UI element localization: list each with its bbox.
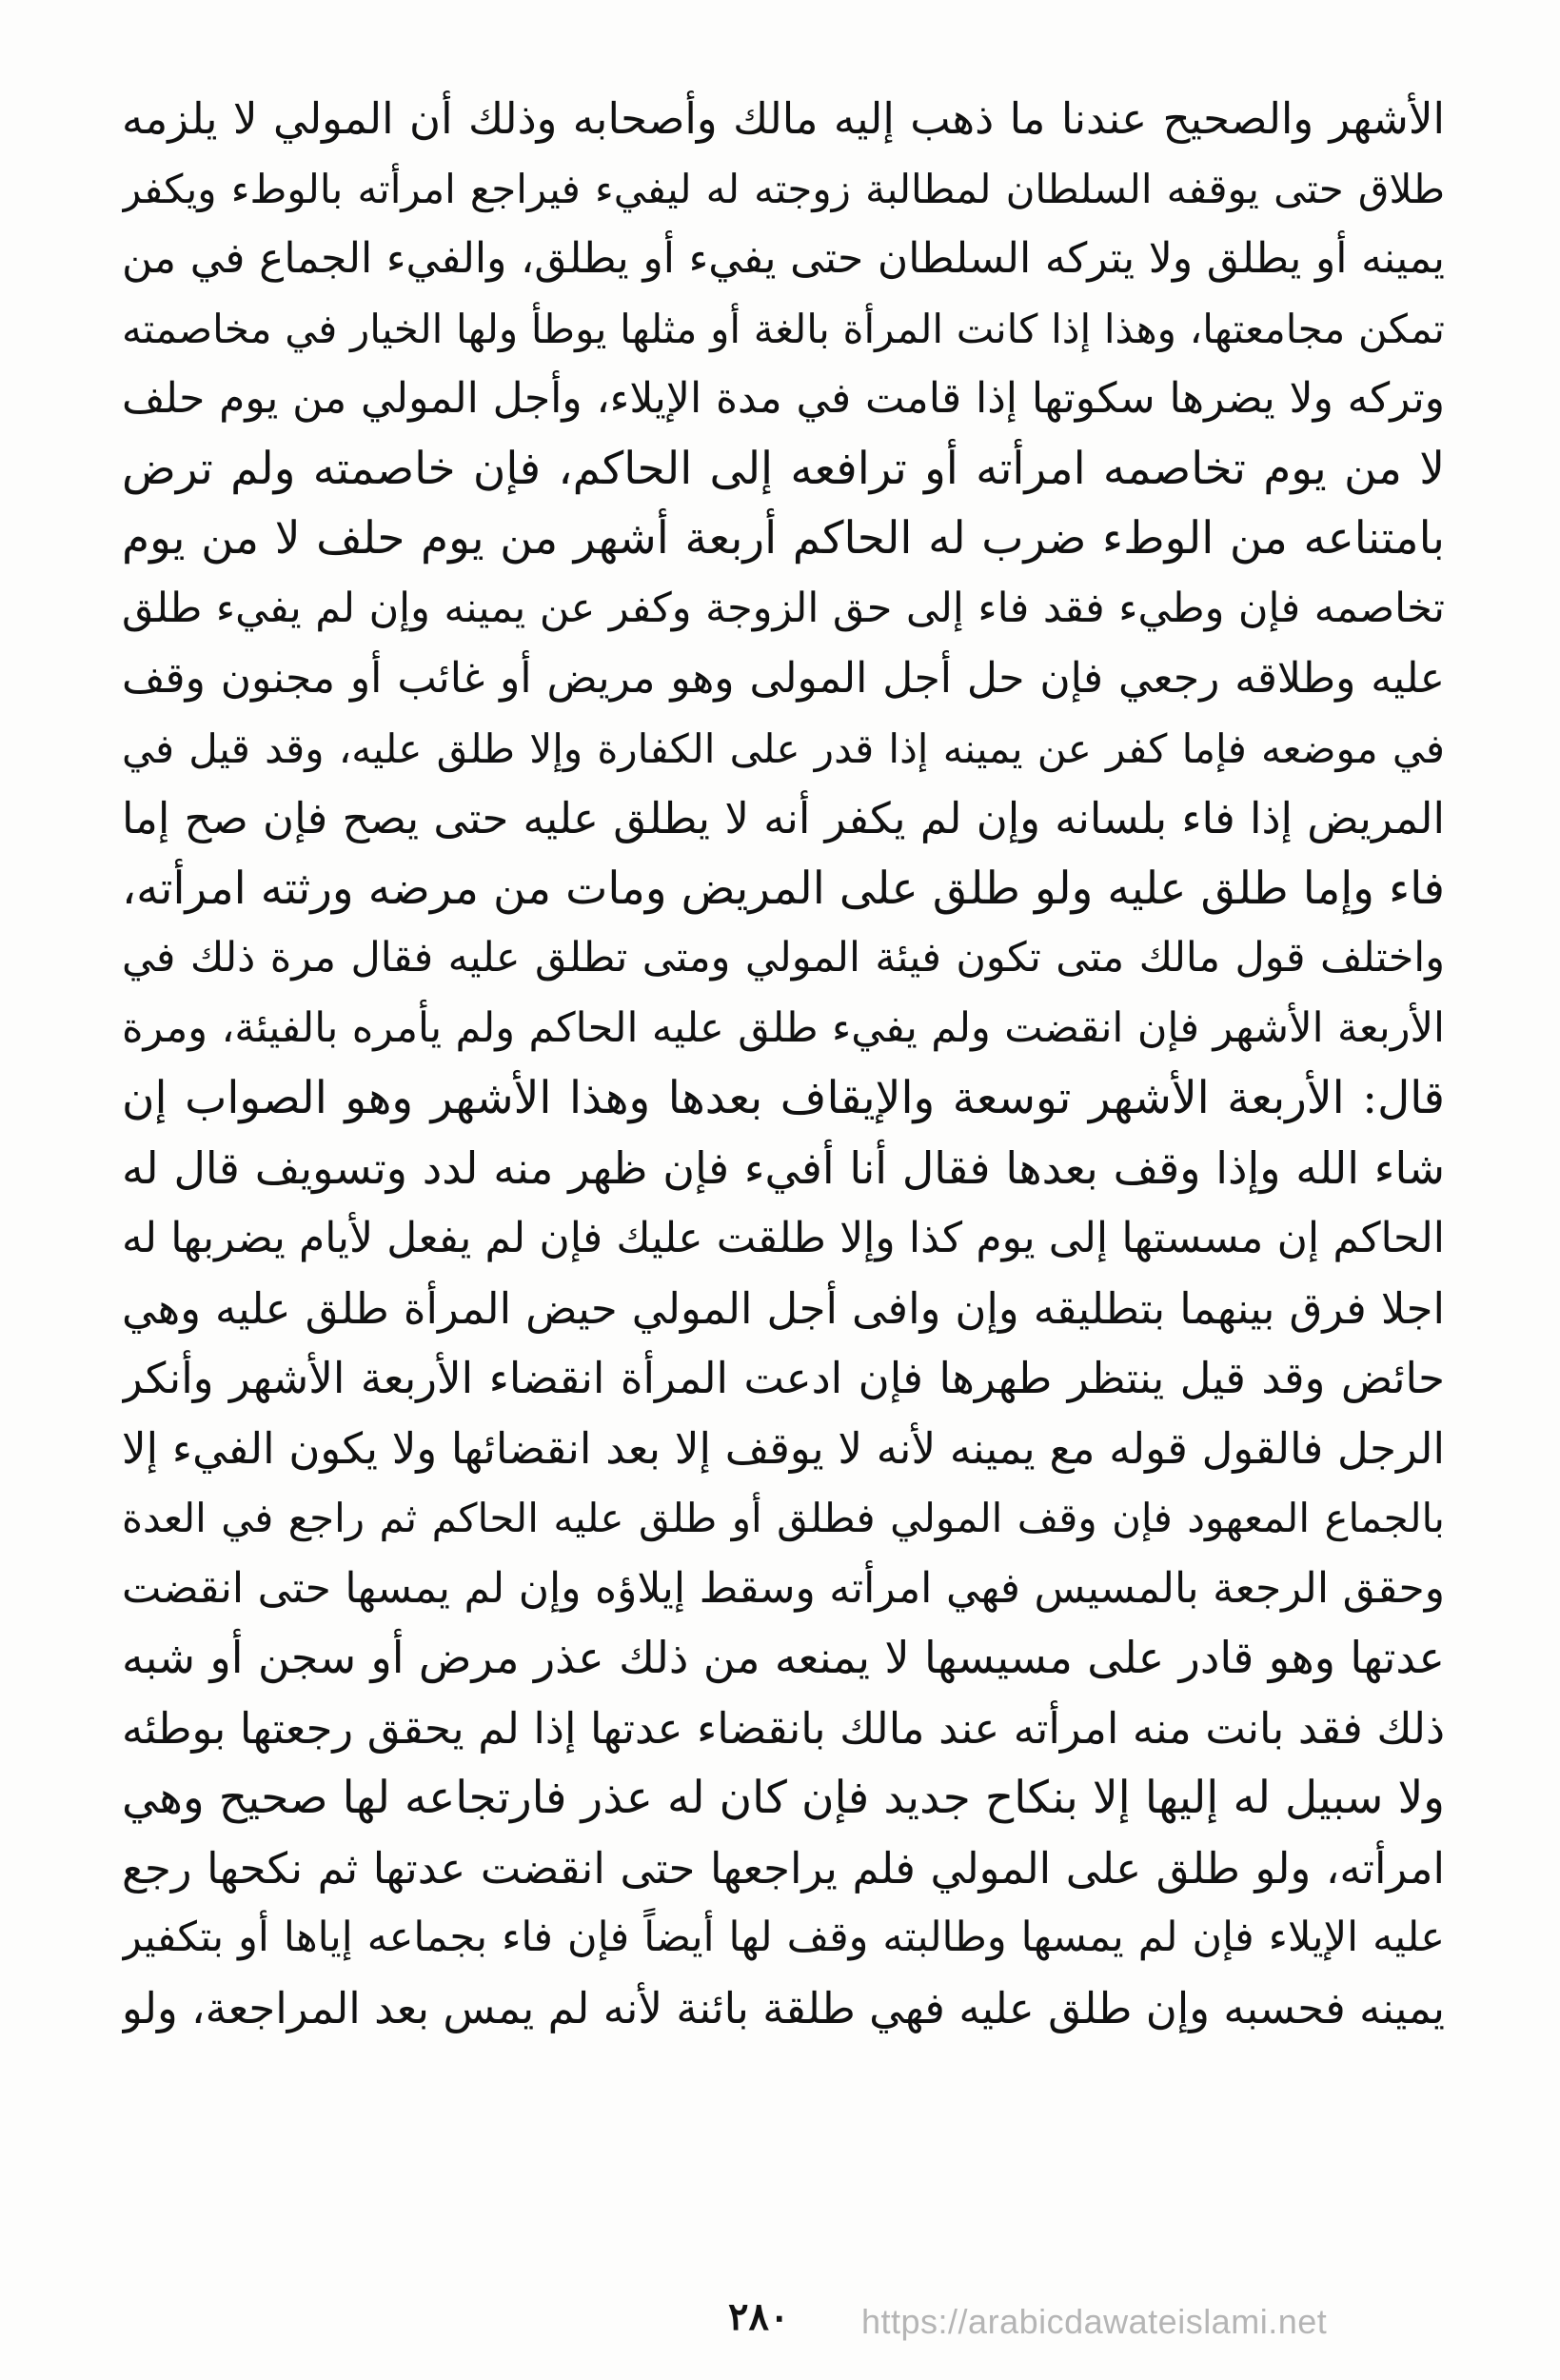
text-line: لا من يوم تخاصمه امرأته أو ترافعه إلى الحاكم، فإن خاصمته ولم ترض: [122, 442, 1445, 495]
page-number: ٢٨٠: [728, 2294, 790, 2339]
text-line: الأربعة الأشهر فإن انقضت ولم يفيء طلق عليه الحاكم ولم يأمره بالفيئة، ومرة: [122, 1003, 1445, 1052]
body-text: [122, 84, 1445, 2043]
text-line: الحاكم إن مسستها إلى يوم كذا وإلا طلقت عليك فإن لم يفعل لأيام يضربها له: [122, 1214, 1445, 1262]
text-line: قال: الأربعة الأشهر توسعة والإيقاف بعدها وهذا الأشهر وهو الصواب إن: [122, 1072, 1445, 1124]
text-line: وتركه ولا يضرها سكوتها إذا قامت في مدة الإيلاء، وأجل المولي من يوم حلف: [122, 374, 1445, 423]
text-line: تمكن مجامعتها، وهذا إذا كانت المرأة بالغة أو مثلها يوطأ ولها الخيار في مخاصمته: [122, 305, 1445, 352]
text-line: يمينه فحسبه وإن طلق عليه فهي طلقة بائنة لأنه لم يمس بعد المراجعة، ولو: [122, 1982, 1445, 2033]
text-line: في موضعه فإما كفر عن يمينه إذا قدر على الكفارة وإلا طلق عليه، وقد قيل في: [122, 724, 1445, 772]
text-line: طلاق حتى يوقفه السلطان لمطالبة زوجته له ليفيء فيراجع امرأته بالوطء ويكفر: [122, 165, 1445, 212]
text-line: شاء الله وإذا وقف بعدها فقال أنا أفيء فإن ظهر منه لدد وتسويف قال له: [122, 1141, 1445, 1194]
text-line: يمينه أو يطلق ولا يتركه السلطان حتى يفيء أو يطلق، والفيء الجماع في من: [122, 234, 1445, 283]
page-footer: [0, 2294, 1560, 2361]
text-line: بامتناعه من الوطء ضرب له الحاكم أربعة أشهر من يوم حلف لا من يوم: [122, 512, 1445, 565]
text-line: حائض وقد قيل ينتظر طهرها فإن ادعت المرأة انقضاء الأربعة الأشهر وأنكر: [122, 1353, 1445, 1403]
text-line: واختلف قول مالك متى تكون فيئة المولي ومتى تطلق عليه فقال مرة ذلك في: [122, 934, 1445, 982]
text-line: عليه وطلاقه رجعي فإن حل أجل المولى وهو مريض أو غائب أو مجنون وقف: [122, 654, 1445, 703]
text-line: ذلك فقد بانت منه امرأته عند مالك بانقضاء عدتها إذا لم يحقق رجعتها بوطئه: [122, 1702, 1445, 1754]
text-line: امرأته، ولو طلق على المولي فلم يراجعها حتى انقضت عدتها ثم نكحها رجع: [122, 1842, 1445, 1894]
text-line: المريض إذا فاء بلسانه وإن لم يكفر أنه لا يطلق عليه حتى يصح فإن صح إما: [122, 793, 1445, 843]
text-line: بالجماع المعهود فإن وقف المولي فطلق أو طلق عليه الحاكم ثم راجع في العدة: [122, 1495, 1445, 1541]
text-line: عليه الإيلاء فإن لم يمسها وطالبته وقف لها أيضاً فإن فاء بجماعه إياها أو بتكفير: [122, 1914, 1445, 1961]
text-line: فاء وإما طلق عليه ولو طلق على المريض ومات من مرضه ورثته امرأته،: [122, 862, 1445, 915]
text-line: وحقق الرجعة بالمسيس فهي امرأته وسقط إيلاؤه وإن لم يمسها حتى انقضت: [122, 1563, 1445, 1613]
text-line: تخاصمه فإن وطيء فقد فاء إلى حق الزوجة وكفر عن يمينه وإن لم يفيء طلق: [122, 584, 1445, 632]
text-line: ولا سبيل له إليها إلا بنكاح جديد فإن كان له عذر فارتجاعه لها صحيح وهي: [122, 1772, 1445, 1824]
text-line: عدتها وهو قادر على مسيسها لا يمنعه من ذلك عذر مرض أو سجن أو شبه: [122, 1632, 1445, 1683]
watermark-url: https://arabicdawateislami.net: [861, 2302, 1328, 2341]
text-line: الأشهر والصحيح عندنا ما ذهب إليه مالك وأصحابه وذلك أن المولي لا يلزمه: [122, 93, 1445, 144]
text-line: اجلا فرق بينهما بتطليقه وإن وافى أجل المولي حيض المرأة طلق عليه وهي: [122, 1282, 1445, 1334]
text-line: الرجل فالقول قوله مع يمينه لأنه لا يوقف إلا بعد انقضائها ولا يكون الفيء إلا: [122, 1422, 1445, 1474]
